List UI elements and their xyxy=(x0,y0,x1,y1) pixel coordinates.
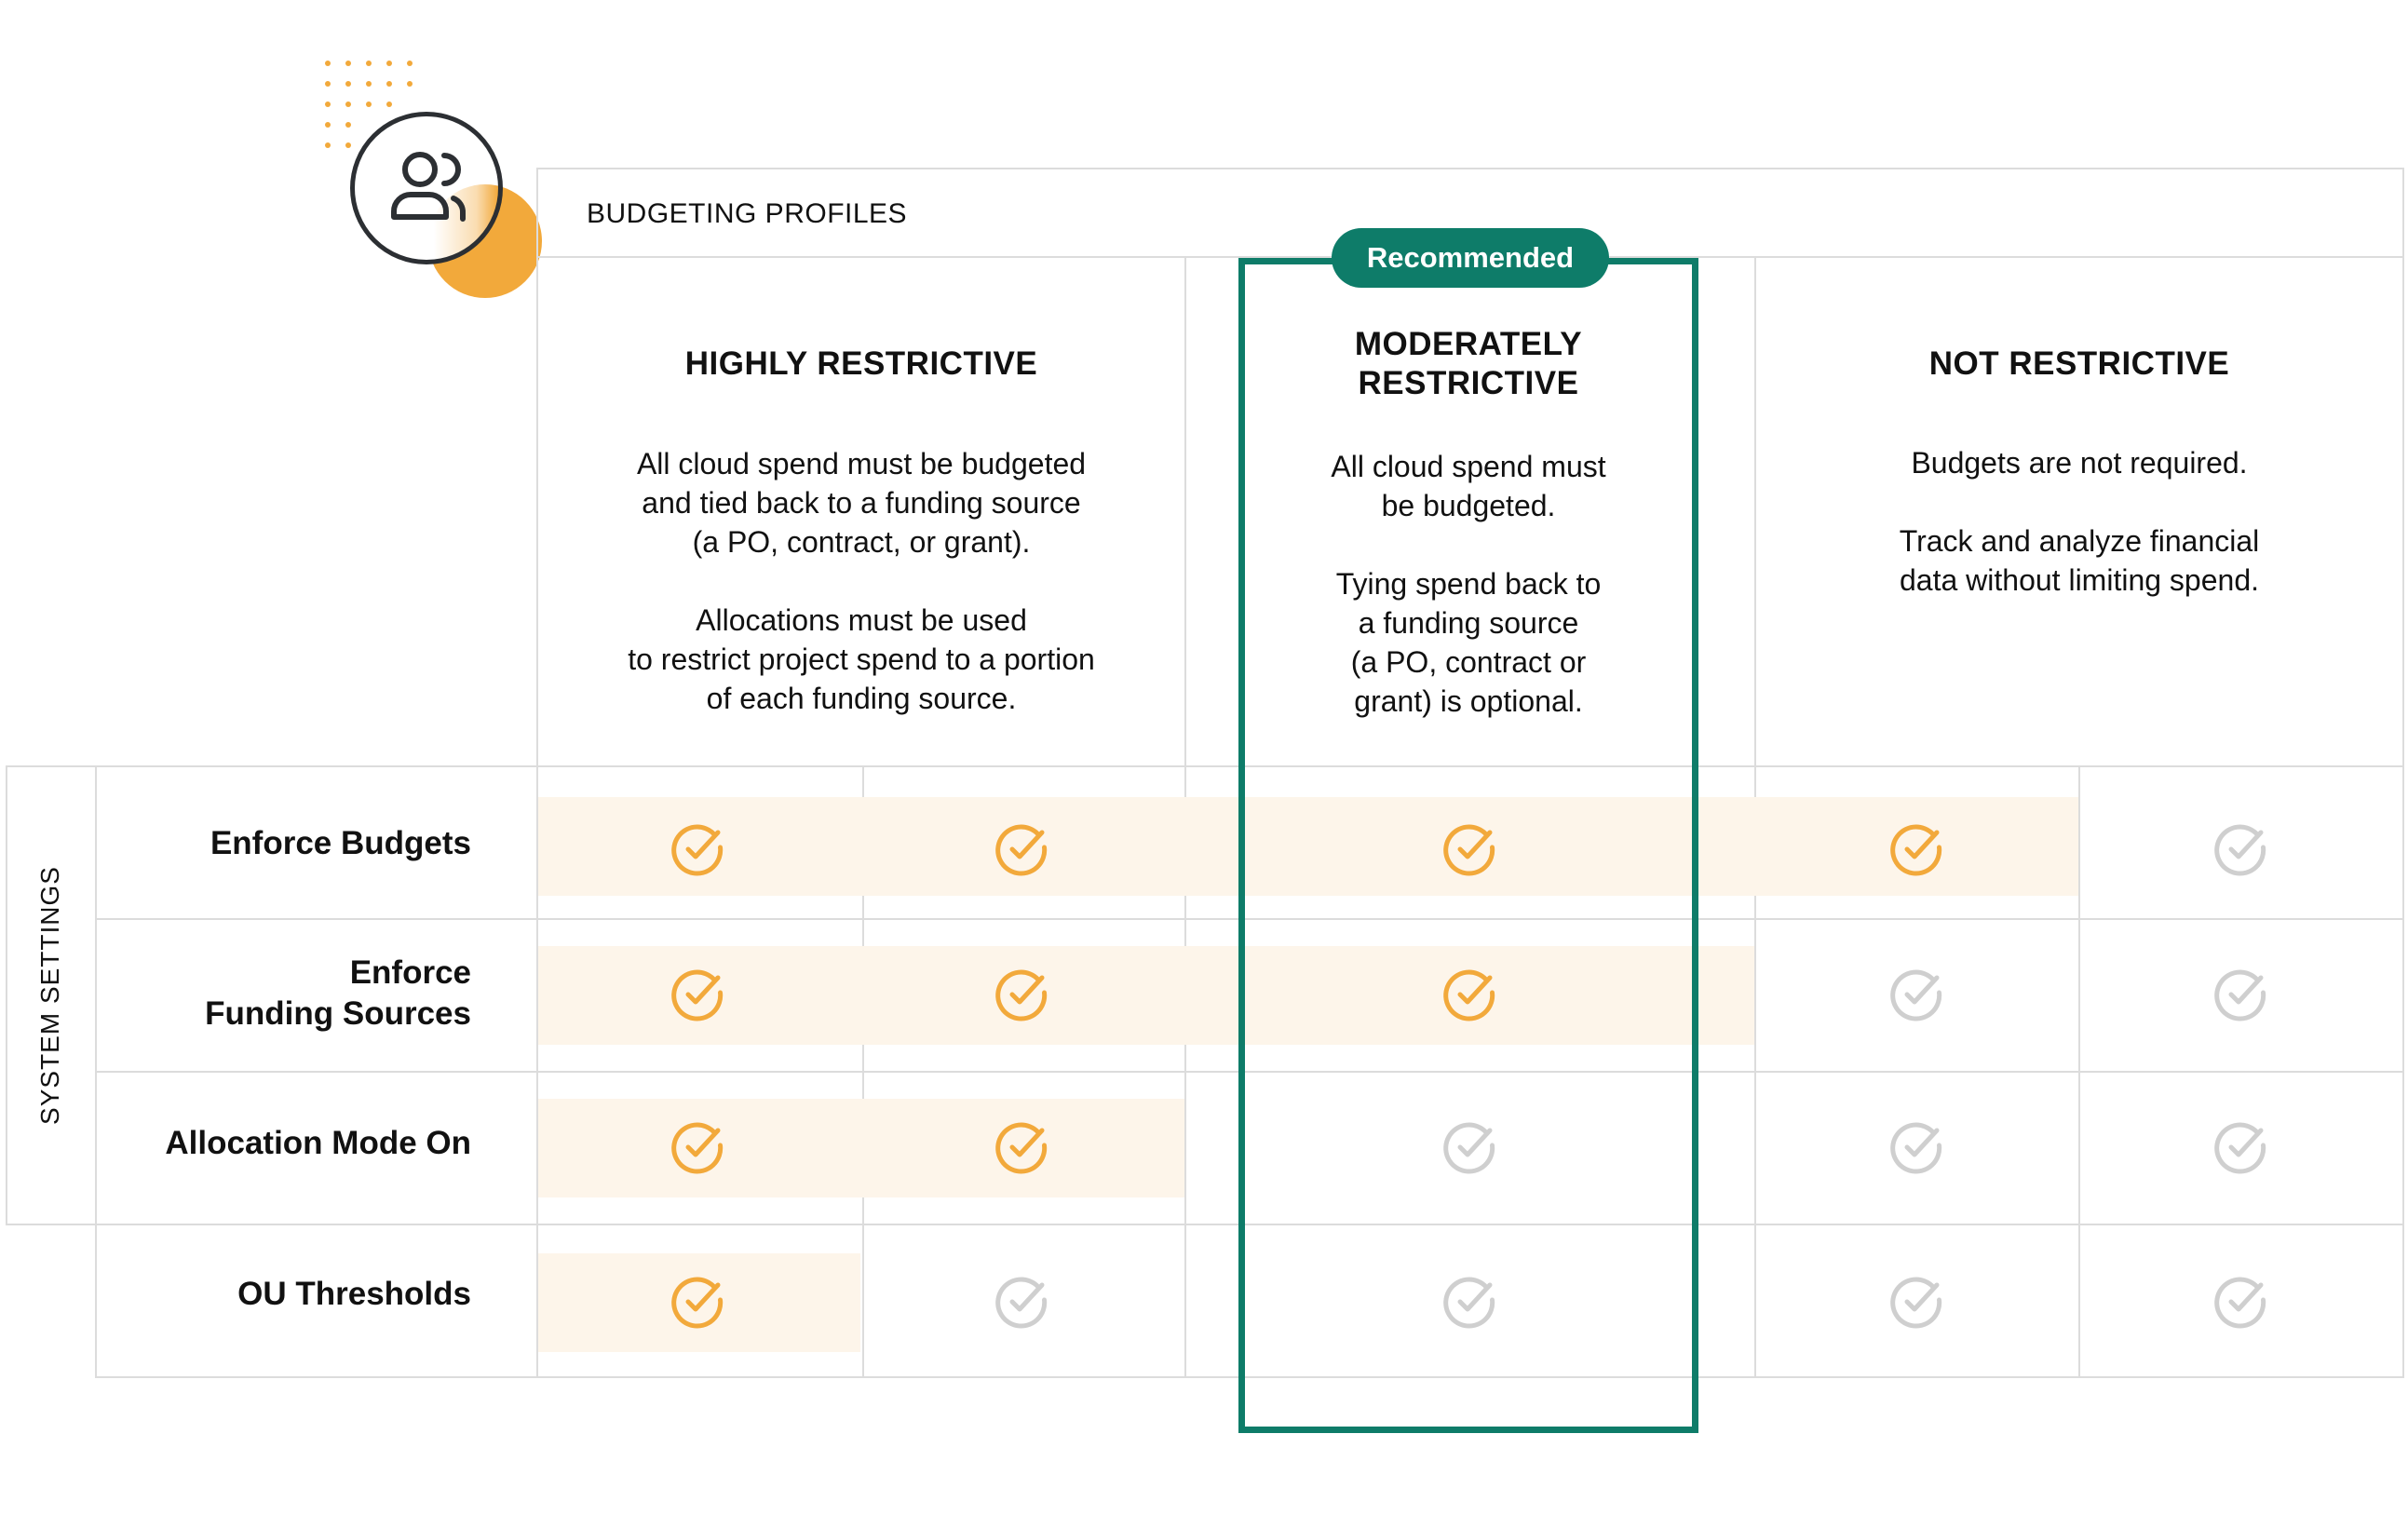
check-circle-icon xyxy=(668,1117,727,1177)
system-settings-side-label xyxy=(6,765,95,1225)
system-settings-text: SYSTEM SETTINGS xyxy=(35,866,64,1125)
check-circle-icon xyxy=(992,1117,1051,1177)
check-circle-icon xyxy=(668,965,727,1024)
check-circle-inactive-icon xyxy=(1887,965,1946,1024)
setting-label-allocation-mode: Allocation Mode On xyxy=(165,1125,471,1161)
row-labels xyxy=(95,765,471,1376)
check-circle-inactive-icon xyxy=(992,1272,1051,1332)
check-circle-inactive-icon xyxy=(2211,819,2270,879)
section-header-label: BUDGETING PROFILES xyxy=(587,198,908,229)
check-circle-icon xyxy=(668,1272,727,1332)
check-circle-inactive-icon xyxy=(2211,965,2270,1024)
setting-label-enforce-budgets: Enforce Budgets xyxy=(210,825,471,861)
profile-title-moderately-restrictive: MODERATELY RESTRICTIVE xyxy=(1354,326,1583,401)
recommended-column-frame xyxy=(1238,258,1698,1433)
setting-label-enforce-funding-sources: Enforce Funding Sources xyxy=(205,954,471,1032)
profile-desc-highly-restrictive: All cloud spend must be budgeted and tied back to a funding source (a PO, contract, or grant). Allocations must be used to restrict project spend to a portion of each funding source. xyxy=(628,447,1095,715)
recommended-badge xyxy=(1332,228,1609,288)
check-circle-icon xyxy=(992,965,1051,1024)
check-circle-icon xyxy=(1887,819,1946,879)
profile-desc-not-restrictive: Budgets are not required. Track and analyze financial data without limiting spend. xyxy=(1899,446,2260,597)
profile-title-highly-restrictive: HIGHLY RESTRICTIVE xyxy=(684,345,1038,382)
profile-icon-container xyxy=(350,112,503,264)
header-top-border xyxy=(536,168,2404,169)
highlight-allocation-mode xyxy=(538,1099,1184,1197)
recommended-badge-label: Recommended xyxy=(1366,241,1575,274)
users-icon xyxy=(355,116,498,260)
check-circle-inactive-icon xyxy=(1887,1272,1946,1332)
check-circle-inactive-icon xyxy=(2211,1272,2270,1332)
check-circle-inactive-icon xyxy=(2211,1117,2270,1177)
table-right-border xyxy=(2402,168,2404,1378)
check-circle-icon xyxy=(992,819,1051,879)
profile-title-not-restrictive: NOT RESTRICTIVE xyxy=(1928,345,2230,382)
check-circle-icon xyxy=(668,819,727,879)
check-circle-inactive-icon xyxy=(1887,1117,1946,1177)
setting-label-ou-thresholds: OU Thresholds xyxy=(237,1276,471,1312)
profile-desc-moderately-restrictive: All cloud spend must be budgeted. Tying spend back to a funding source (a PO, contract or grant) is optional. xyxy=(1331,450,1606,718)
